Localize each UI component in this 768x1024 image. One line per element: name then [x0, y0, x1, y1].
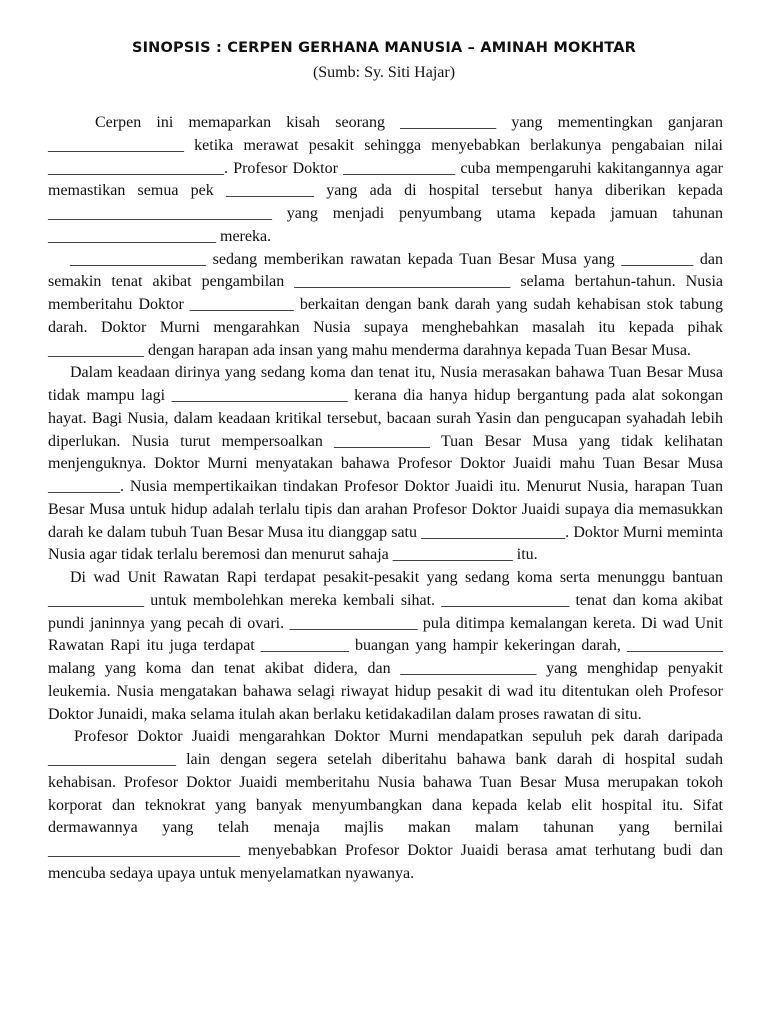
paragraph-3: Dalam keadaan dirinya yang sedang koma dan tenat itu, Nusia merasakan bahawa Tuan Besar Musa tidak mampu lagi ______________________ kerana dia hanya hidup bergantung pada alat sokongan hayat. Bagi Nusia, dalam keadaan kritikal tersebut, bacaan surah Yasin dan pengucapan syahadah lebih diperlukan. Nusia turut mempersoalkan ____________ Tuan Besar Musa yang tidak kelihatan menjenguknya. Doktor Murni menyatakan bahawa Profesor Doktor Juaidi mahu Tuan Besar Musa _________. Nusia mempertikaikan tindakan Profesor Doktor Juaidi itu. Menurut Nusia, harapan Tuan Besar Musa untuk hidup adalah terlalu tipis dan arahan Profesor Doktor Juaidi supaya dia memasukkan darah ke dalam tubuh Tuan Besar Musa itu dianggap satu __________________. Doktor Murni meminta Nusia agar tidak terlalu beremosi dan menurut sahaja _______________ itu.	[48, 364, 723, 564]
document-title: SINOPSIS : CERPEN GERHANA MANUSIA – AMINAH MOKHTAR	[131, 40, 637, 56]
paragraph-2: _________________ sedang memberikan rawatan kepada Tuan Besar Musa yang _________ dan semakin tenat akibat pengambilan ___________________________ selama bertahun-tahun. Nusia memberitahu Doktor _____________ berkaitan dengan bank darah yang sudah kehabisan stok tabung darah. Doktor Murni mengarahkan Nusia supaya menghebahkan masalah itu kepada pihak ____________ dengan harapan ada insan yang mahu menderma darahnya kepada Tuan Besar Musa.	[48, 250, 723, 359]
paragraph-5: Profesor Doktor Juaidi mengarahkan Doktor Murni mendapatkan sepuluh pek darah daripada ________________ lain dengan segera setelah diberitahu bahawa bank darah di hospital sudah kehabisan. Profesor Doktor Juaidi memberitahu Nusia bahawa Tuan Besar Musa merupakan tokoh korporat dan teknokrat yang banyak menyumbangkan dana kepada kelab elit hospital itu. Sifat dermawannya yang telah menaja majlis makan malam tahunan yang bernilai ________________________ menyebabkan Profesor Doktor Juaidi berasa amat terhutang budi dan mencuba sedaya upaya untuk menyelamatkan nyawanya.	[48, 728, 723, 882]
synopsis-body	[48, 112, 723, 886]
paragraph-4: Di wad Unit Rawatan Rapi terdapat pesakit-pesakit yang sedang koma serta menunggu bantuan ____________ untuk membolehkan mereka kembali sihat. ________________ tenat dan koma akibat pundi janinnya yang pecah di ovari. ________________ pula ditimpa kemalangan kereta. Di wad Unit Rawatan Rapi itu juga terdapat ___________ buangan yang hampir kekeringan darah, ____________ malang yang koma dan tenat akibat didera, dan _________________ yang menghidap penyakit leukemia. Nusia mengatakan bahawa selagi riwayat hidup pesakit di wad itu ditentukan oleh Profesor Doktor Junaidi, maka selama itulah akan berlaku ketidakadilan dalam proses rawatan di situ.	[48, 569, 723, 723]
paragraph-1: Cerpen ini memaparkan kisah seorang ____________ yang mementingkan ganjaran _________________ ketika merawat pesakit sehingga menyebabkan berlakunya pengabaian nilai ______________________. Profesor Doktor ______________ cuba mempengaruhi kakitangannya agar memastikan semua pek ___________ yang ada di hospital tersebut hanya diberikan kepada ____________________________ yang menjadi penyumbang utama kepada jamuan tahunan _____________________ mereka.	[48, 114, 723, 245]
document-source: (Sumb: Sy. Siti Hajar)	[312, 64, 456, 81]
